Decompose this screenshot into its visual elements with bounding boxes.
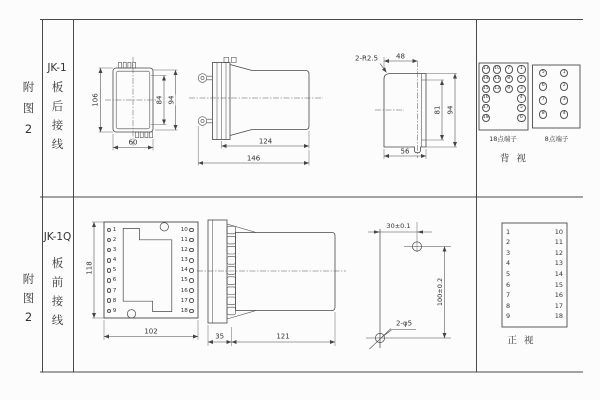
terminal-circle: 13 [482,65,490,73]
terminal-row: 8 [107,296,117,306]
dim-front-height: 118 [85,261,93,275]
terminal-number: 5 [506,270,511,279]
dim-rear-width: 60 [128,138,138,147]
terminal-number: 11 [554,238,563,247]
dim-section-inner: 81 [433,105,441,115]
terminal-row: 16 [170,286,194,296]
terminal-number: 6 [506,280,511,289]
dim-side-body: 124 [258,137,273,145]
terminal-row: 14 [170,265,194,275]
dim-front-depth: 35 [215,332,225,341]
terminal-dot [107,258,112,263]
dim-front-width: 102 [144,327,158,335]
terminal-dot [189,258,194,263]
rear-view-label: 背 视 [499,153,529,165]
terminal-number: 14 [554,270,563,279]
frontpanel-right-col [545,227,563,322]
terminal-number: 13 [554,259,563,268]
terminal-dot [107,278,112,283]
row2-figure-label: 附图2 [22,272,35,324]
terminal-number: 3 [506,248,511,257]
terminal-circle: 2 [560,82,568,90]
dim-side-total: 146 [246,154,261,162]
terminal-row: 7 [107,286,117,296]
terminal-row: 11 [170,235,194,245]
dim-body-length: 121 [276,332,290,341]
dim-section-outer: 94 [446,105,454,115]
terminal-row: 2 [107,235,117,245]
terminal-dot [189,248,194,253]
terminal-circle: 4 [560,110,568,118]
rear18-col4 [517,65,525,122]
terminal-circle: 8 [539,110,547,118]
terminal-row: 17 [170,296,194,306]
section-view-drawing [375,57,457,159]
terminal-number: 8 [506,301,511,310]
terminal-row: 5 [107,265,117,275]
terminal-circle: 5 [539,69,547,77]
terminal-dot [189,298,194,303]
terminal-dot [189,268,194,273]
rear18-col1 [482,65,490,122]
dim-rear-height: 106 [91,93,100,107]
frontview-left-terminals [107,225,117,316]
terminal-circle: 9 [505,85,513,93]
dim-section-top: 48 [396,52,405,60]
terminal-row: 4 [107,255,117,265]
terminal-dot [107,228,112,233]
terminal-dot [189,309,194,314]
rear-view-drawing [99,57,178,151]
terminal-dot [107,248,112,253]
terminal-dot [189,288,194,293]
terminal-row: 13 [170,255,194,265]
terminal-circle: 16 [482,94,490,102]
side-view-q-drawing [197,220,346,346]
terminal-number: 1 [506,227,511,236]
terminal-dot [107,238,112,243]
rear8-right-col [560,69,568,119]
terminal-number: 7 [506,291,511,300]
terminal-dot [189,228,194,233]
terminal-row: 12 [170,245,194,255]
dim-corner-radius: 2-R2.5 [355,54,378,62]
terminal-dot [107,298,112,303]
rear8-left-col [539,69,547,119]
terminal-circle: 8 [505,75,513,83]
terminal-number: 18 [554,312,563,321]
dim-section-bottom: 56 [400,147,410,155]
terminal-row: 3 [107,245,117,255]
terminal-circle: 4 [517,94,525,102]
frontview-right-terminals [170,225,194,316]
terminal-circle: 6 [539,82,547,90]
terminal-circle: 17 [482,104,490,112]
terminal-number: 2 [506,238,511,247]
rear18-col3 [505,65,513,93]
terminal-circle: 6 [517,114,525,122]
terminal-dot [107,309,112,314]
terminal-row: 18 [170,306,194,316]
terminal-number: 15 [554,280,563,289]
terminal-dot [107,288,112,293]
row2-wiring-label: 板前接线 [51,255,64,327]
row1-model-label: JK-1 [47,61,67,74]
terminal-circle: 2 [517,75,525,83]
terminal-circle: 7 [539,96,547,104]
row2-model-label: JK-1Q [43,230,72,243]
terminal-number: 4 [506,259,511,268]
terminal-circle: 7 [505,65,513,73]
terminal-dot [189,238,194,243]
terminal-circle: 1 [517,65,525,73]
terminal8-label: 8点端子 [544,134,569,143]
terminal-row: 1 [107,225,117,235]
terminal-row: 10 [170,225,194,235]
dim-mount-vertical: 100±0.2 [435,277,444,307]
terminal-circle: 10 [493,65,501,73]
terminal-circle: 3 [517,85,525,93]
row1-wiring-label: 板后接线 [51,79,64,152]
terminal-circle: 1 [560,69,568,77]
rear18-col2 [493,65,501,93]
terminal-row: 6 [107,275,117,285]
terminal-circle: 15 [482,85,490,93]
frontpanel-left-col [506,227,510,322]
terminal-circle: 18 [482,114,490,122]
terminal-number: 9 [506,312,511,321]
terminal-row: 15 [170,275,194,285]
terminal-number: 16 [554,291,563,300]
front-view-label: 正 视 [507,335,536,347]
dim-mount-holes: 2-φ5 [395,319,413,327]
table-grid [40,20,583,373]
dim-rear-outer-height: 94 [167,95,175,105]
side-view-drawing [189,57,323,165]
dim-mount-horizontal: 30±0.1 [386,221,411,230]
terminal-circle: 12 [493,85,501,93]
terminal18-label: 18点端子 [489,134,517,143]
terminal-circle: 11 [493,75,501,83]
terminal-circle: 3 [560,96,568,104]
terminal-number: 10 [554,227,563,236]
terminal-number: 17 [554,301,563,310]
terminal-dot [189,278,194,283]
terminal-circle: 14 [482,75,490,83]
dim-rear-inner-height: 84 [155,95,164,105]
terminal-row: 9 [107,306,117,316]
terminal-circle: 5 [517,104,525,112]
terminal-dot [107,268,112,273]
row1-figure-label: 附图2 [22,80,35,136]
terminal-number: 12 [554,248,563,257]
